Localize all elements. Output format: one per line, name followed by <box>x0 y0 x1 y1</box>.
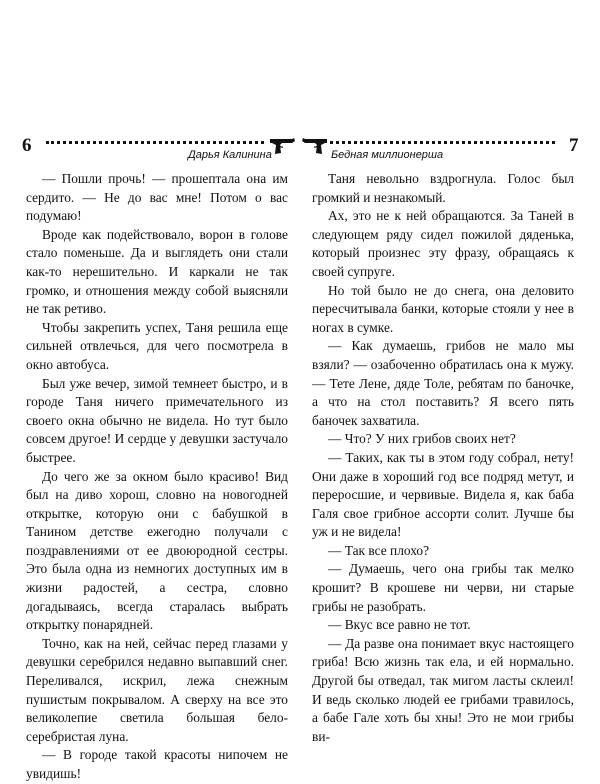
left-page-number: 6 <box>22 135 32 156</box>
paragraph: Вроде как подействовало, ворон в голове стало поменьше. Да и выглядеть они стали как-то нерешительно. И каркали не так громко, и отношения между собой выясняли не так ретиво. <box>26 226 288 317</box>
paragraph: — В городе такой красоты нипочем не увидишь! <box>26 747 288 781</box>
paragraph: — Таких, как ты в этом году собрал, нету! Они даже в хороший год все подряд метут, и переросшие, и червивые. Видела я, как баба Галя свое грибное ассорти солит. Лучше бы уж и не видела! <box>312 449 574 540</box>
right-page-text <box>312 170 574 746</box>
paragraph: Таня невольно вздрогнула. Голос был громкий и незнакомый. <box>312 171 574 205</box>
paragraph: Чтобы закрепить успех, Таня решила еще сильней отвлечься, для чего посмотрела в окно автобуса. <box>26 319 288 372</box>
paragraph: — Думаешь, чего она грибы так мелко крошит? В крошеве ни черви, ни старые грибы не разобрать. <box>312 561 574 614</box>
right-running-title: Бедная миллионерша <box>331 149 444 161</box>
paragraph: — Так все плохо? <box>328 542 430 558</box>
left-header-dotted-rule <box>46 141 264 144</box>
paragraph: Был уже вечер, зимой темнеет быстро, и в городе Таня ничего примечательного из своего окна обычно не видела. Но тут было совсем другое! И сердце у девушки застучало быстрее. <box>26 375 288 465</box>
left-page-text <box>26 170 288 784</box>
pistol-icon <box>268 135 296 157</box>
left-running-title: Дарья Калинина <box>188 149 272 161</box>
right-header-dotted-rule <box>330 141 555 144</box>
paragraph: — Вкус все равно не тот. <box>328 617 471 633</box>
pistol-icon <box>301 135 329 157</box>
paragraph: — Пошли прочь! — прошептала она им сердито. — Не до вас мне! Потом о вас подумаю! <box>26 171 288 224</box>
paragraph: — Да разве она понимает вкус настоящего гриба! Всю жизнь так ела, и ей нормально. Другой бы отведал, так мигом ласты склеил! И ведь сколько людей ее грибами травилось, а бабе Гале хоть бы хны! Это не мои грибы ви- <box>312 635 574 744</box>
right-page-number: 7 <box>569 135 579 156</box>
paragraph: Но той было не до снега, она деловито пересчитывала банки, которые стояли у нее в ногах в сумке. <box>312 282 574 335</box>
paragraph: Точно, как на ней, сейчас перед глазами у девушки серебрился недавно выпавший снег. Переливался, искрил, лежа снежным пушистым покрывалом. А сверху на все это великолепие светила большая бело-серебристая луна. <box>26 635 288 744</box>
paragraph: — Что? У них грибов своих нет? <box>328 431 516 447</box>
paragraph: До чего же за окном было красиво! Вид был на диво хорош, словно на новогодней открытке, которую они с бабушкой в Танином детстве ежегодно получали с поздравлениями от ее двоюродной сестры. Это была одна из немногих доступных им в жизни радостей, а сестра, словно догадываясь, всегда старалась выбрать открытку понарядней. <box>26 468 288 633</box>
paragraph: Ах, это не к ней обращаются. За Таней в следующем ряду сидел пожилой дяденька, который произнес эту фразу, обращаясь к своей супруге. <box>312 208 574 279</box>
paragraph: — Как думаешь, грибов не мало мы взяли? — озабоченно обратилась она к мужу. — Тете Лене, дяде Толе, ребятам по баночке, а что на стол поставить? Я всего пять баночек захватила. <box>312 338 574 428</box>
